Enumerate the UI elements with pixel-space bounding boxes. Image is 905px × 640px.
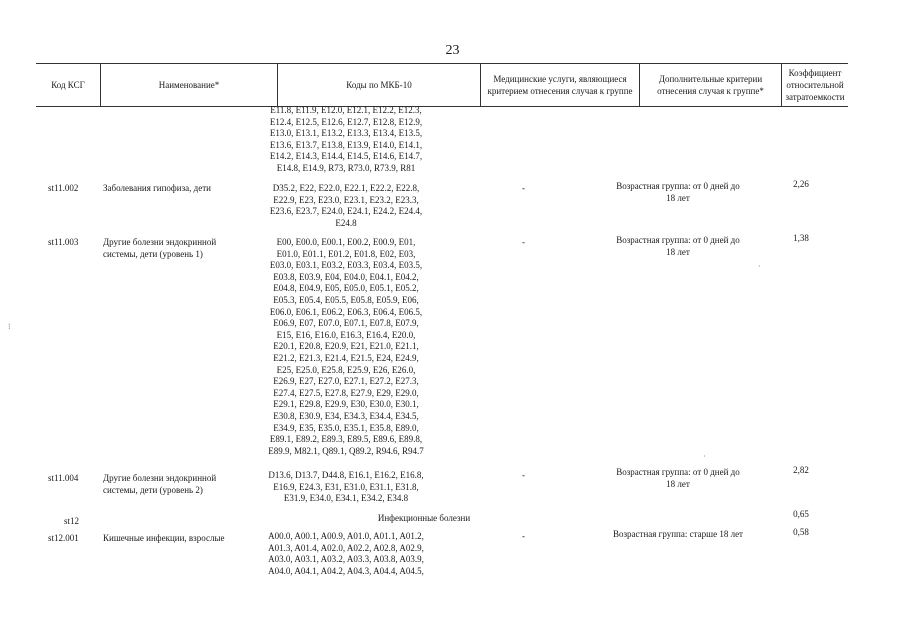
header-services: Медицинские услуги, являющиеся критерием отнесения случая к группе [480, 64, 639, 106]
code-line: E24.8 [335, 217, 357, 228]
code-line: E27.4, E27.5, E27.8, E27.9, E29, E29.0, [273, 387, 419, 398]
continuation-codes [248, 105, 444, 175]
table-header [36, 63, 848, 107]
row-services: - [522, 531, 525, 541]
row-name: Кишечные инфекции, взрослые [103, 533, 225, 543]
code-line: E26.9, E27, E27.0, E27.1, E27.2, E27.3, [273, 376, 419, 387]
header-name: Наименование* [100, 64, 277, 106]
row-name: Другие болезни эндокринной системы, дети (уровень 1) [103, 237, 217, 259]
code-line: E05.3, E05.4, E05.5, E05.8, E05.9, E06, [273, 294, 419, 305]
code-line: E01.0, E01.1, E01.2, E01.8, E02, E03, [276, 248, 416, 259]
code-line: E12.4, E12.5, E12.6, E12.7, E12.8, E12.9, [269, 116, 423, 127]
code-line: E13.0, E13.1, E13.2, E13.3, E13.4, E13.5, [269, 128, 423, 139]
code-line: E34.9, E35, E35.0, E35.1, E35.8, E89.0, [273, 422, 419, 433]
code-line: A03.0, A03.1, A03.2, A03.3, A03.8, A03.9, [268, 554, 424, 565]
code-line: E31.9, E34.0, E34.1, E34.2, E34.8 [283, 493, 409, 504]
header-mkb-codes: Коды по МКБ-10 [277, 64, 480, 106]
code-line: E16.9, E24.3, E31, E31.0, E31.1, E31.8, [273, 481, 419, 492]
header-coefficient: Коэффициент относительной затратоемкости [781, 64, 848, 106]
code-line: E21.2, E21.3, E21.4, E21.5, E24, E24.9, [273, 352, 419, 363]
row-name: Другие болезни эндокринной системы, дети (уровень 2) [103, 473, 217, 495]
code-line: D35.2, E22, E22.0, E22.1, E22.2, E22.8, [272, 183, 420, 193]
code-line: E14.2, E14.3, E14.4, E14.5, E14.6, E14.7, [269, 151, 423, 162]
code-line: E89.1, E89.2, E89.3, E89.5, E89.6, E89.8, [269, 434, 423, 445]
row-services: - [522, 183, 525, 193]
row-criteria: Возрастная группа: от 0 дней до 18 лет [616, 467, 740, 489]
row-criteria: Возрастная группа: от 0 дней до 18 лет [616, 235, 740, 257]
row-coefficient: 0,58 [793, 527, 809, 537]
code-line: D13.6, D13.7, D44.8, E16.1, E16.2, E16.8, [268, 470, 424, 480]
code-line: E25, E25.0, E25.8, E25.9, E26, E26.0, [276, 364, 416, 375]
row-coefficient: 1,38 [793, 233, 809, 243]
row-mkb-codes [248, 237, 444, 457]
code-line: A01.3, A01.4, A02.0, A02.2, A02.8, A02.9, [268, 542, 424, 553]
row-code: st11.003 [48, 237, 79, 247]
code-line: A00.0, A00.1, A00.9, A01.0, A01.1, A01.2, [268, 531, 424, 541]
code-line: E29.1, E29.8, E29.9, E30, E30.0, E30.1, [273, 399, 419, 410]
scan-speck: · [758, 262, 761, 271]
group-code: st12 [64, 516, 80, 526]
header-criteria: Дополнительные критерии отнесения случая к группе* [639, 64, 781, 106]
code-line: E30.8, E30.9, E34, E34.3, E34.4, E34.5, [273, 410, 419, 421]
row-criteria: Возрастная группа: от 0 дней до 18 лет [616, 181, 740, 203]
code-line: E06.0, E06.1, E06.2, E06.3, E06.4, E06.5, [269, 306, 423, 317]
code-line: E13.6, E13.7, E13.8, E13.9, E14.0, E14.1, [269, 139, 423, 150]
row-services: - [522, 237, 525, 247]
row-code: st11.002 [48, 183, 79, 193]
row-mkb-codes [248, 531, 444, 577]
code-line: E04.8, E04.9, E05, E05.0, E05.1, E05.2, [273, 283, 419, 294]
code-line: E03.8, E03.9, E04, E04.0, E04.1, E04.2, [273, 271, 419, 282]
row-mkb-codes [248, 183, 444, 229]
code-line: E22.9, E23, E23.0, E23.1, E23.2, E23.3, [273, 194, 419, 205]
group-name: Инфекционные болезни [377, 513, 471, 523]
row-name: Заболевания гипофиза, дети [103, 183, 211, 193]
code-line: E11.8, E11.9, E12.0, E12.1, E12.2, E12.3, [270, 105, 422, 115]
code-line: E14.8, E14.9, R73, R73.0, R73.9, R81 [276, 162, 416, 173]
row-coefficient: 2,82 [793, 465, 809, 475]
row-mkb-codes [248, 470, 444, 505]
code-line: E03.0, E03.1, E03.2, E03.3, E03.4, E03.5, [269, 260, 423, 271]
scan-speck: · [703, 452, 706, 461]
code-line: E00, E00.0, E00.1, E00.2, E00.9, E01, [276, 237, 416, 247]
code-line: A04.0, A04.1, A04.2, A04.3, A04.4, A04.5, [268, 565, 424, 576]
group-coefficient: 0,65 [793, 509, 809, 519]
row-code: st12.001 [48, 533, 79, 543]
code-line: E06.9, E07, E07.0, E07.1, E07.8, E07.9, [273, 318, 419, 329]
code-line: E89.9, M82.1, Q89.1, Q89.2, R94.6, R94.7 [268, 445, 424, 456]
row-criteria: Возрастная группа: старше 18 лет [612, 529, 743, 539]
row-coefficient: 2,26 [793, 179, 809, 189]
scan-speck: ⁝ [8, 322, 11, 331]
header-code: Код КСГ [51, 80, 85, 90]
code-line: E15, E16, E16.0, E16.3, E16.4, E20.0, [276, 329, 416, 340]
page-number: 23 [445, 43, 460, 58]
row-code: st11.004 [48, 473, 79, 483]
code-line: E20.1, E20.8, E20.9, E21, E21.0, E21.1, [273, 341, 419, 352]
row-services: - [522, 470, 525, 480]
code-line: E23.6, E23.7, E24.0, E24.1, E24.2, E24.4, [269, 206, 423, 217]
